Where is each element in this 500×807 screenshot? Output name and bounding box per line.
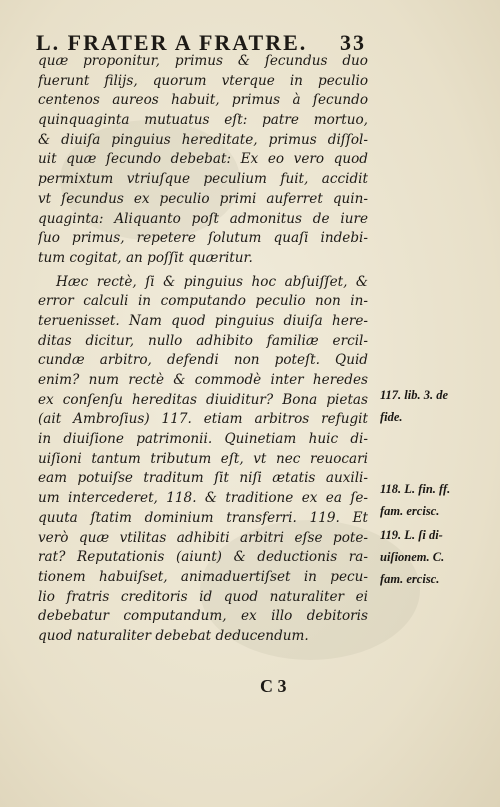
margin-note: 118. L. fin. ff. (380, 482, 451, 496)
text-line: quuta ſtatim dominium transferri. 119. Et (38, 509, 368, 526)
text-line: teruenisset. Nam quod pinguius diuiſa here- (38, 312, 368, 329)
margin-note: fam. ercisc. (380, 504, 440, 518)
text-line: uiſioni tantum tributum eſt, vt nec reuocari (38, 450, 368, 467)
text-line: um intercederet, 118. & traditione ex ea ſe- (38, 490, 368, 507)
text-line: tionem habuiſset, animaduertiſset in pecu- (38, 568, 368, 585)
text-line: verò quæ vtilitas adhibiti arbitri eſse pote- (38, 529, 368, 546)
text-line: permixtum vtriuſque peculium fuit, accidit (38, 171, 368, 188)
text-line: quæ proponitur, primus & ſecundus duo (38, 53, 368, 69)
signature-mark: C 3 (260, 676, 287, 696)
text-line: Hæc rectè, ſi & pinguius hoc abſuiſſet, & (56, 273, 368, 290)
text-line: tum cogitat, an poſſit quæritur. (38, 249, 253, 266)
text-line: cundæ arbitro, defendi non poteſt. Quid (38, 352, 368, 369)
text-line: uit quæ ſecundo debebat: Ex eo vero quod (38, 151, 368, 168)
text-line: error calculi in computando peculio non in- (38, 293, 368, 310)
text-line: enim? num rectè & commodè inter heredes (38, 372, 368, 388)
text-line: rat? Reputationis (aiunt) & deductionis ra- (38, 549, 368, 566)
text-line: quinquaginta mutuatus eſt: patre mortuo, (38, 112, 368, 129)
text-line: fuerunt filijs, quorum vterque in peculio (38, 72, 368, 89)
text-line: centenos aureos habuit, primus à ſecundo (38, 92, 368, 109)
text-line: vt ſecundus ex peculio primi auferret quin- (38, 190, 368, 207)
body-text (38, 52, 368, 647)
text-line: debebatur computandum, ex illo debitoris (38, 608, 368, 625)
text-line: lio fratris creditoris id quod naturaliter ei (38, 588, 368, 605)
margin-note: 117. lib. 3. de (380, 388, 449, 402)
margin-note: 119. L. ſi di- (380, 528, 443, 542)
text-line: ditas dicitur, nullo adhibito familiæ ercil- (38, 332, 368, 349)
text-line: in diuiſione patrimonii. Quinetiam huic di- (38, 431, 368, 448)
text-line: quaginta: Aliquanto poſt admonitus de iure (38, 210, 368, 227)
text-line: eam potuiſse traditum ſit niſi ætatis auxili- (38, 470, 368, 487)
running-title: L. FRATER A FRATRE. (36, 30, 308, 55)
page-number: 33 (340, 30, 366, 55)
margin-note: fide. (380, 410, 403, 424)
margin-note: fam. ercisc. (380, 572, 440, 586)
text-line: ſuo primus, repetere ſolutum quaſi indebi- (38, 230, 368, 247)
text-line: ex conſenſu hereditas diuiditur? Bona pietas (38, 391, 368, 408)
text-line: & diuiſa pinguius hereditate, primus diſſol- (38, 131, 368, 148)
margin-note: uiſionem. C. (380, 550, 445, 564)
text-line: quod naturaliter debebat deducendum. (38, 627, 309, 644)
text-line: (ait Ambroſius) 117. etiam arbitros refugit (38, 411, 368, 428)
